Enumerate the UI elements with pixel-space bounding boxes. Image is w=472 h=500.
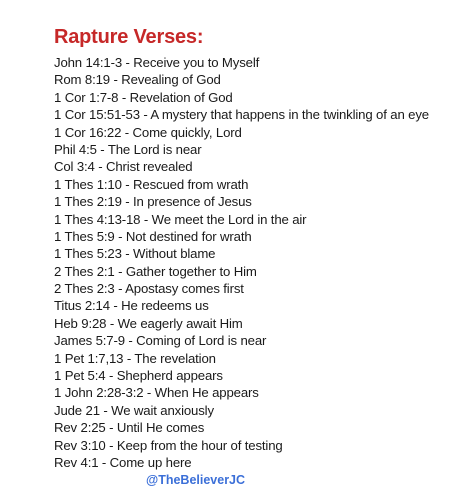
verse-item: Phil 4:5 - The Lord is near bbox=[54, 141, 202, 157]
verse-item: 1 Pet 1:7,13 - The revelation bbox=[54, 350, 216, 366]
verse-item: 1 Thes 4:13-18 - We meet the Lord in the air bbox=[54, 211, 307, 227]
verse-item: 1 Thes 2:19 - In presence of Jesus bbox=[54, 194, 252, 210]
verse-item: 1 Thes 1:10 - Rescued from wrath bbox=[54, 176, 249, 192]
verse-item: 1 Thes 5:23 - Without blame bbox=[54, 246, 216, 262]
verse-list bbox=[54, 54, 429, 471]
verse-item: 2 Thes 2:1 - Gather together to Him bbox=[54, 263, 257, 279]
verse-item: 1 Cor 1:7-8 - Revelation of God bbox=[54, 89, 233, 105]
verse-item: Jude 21 - We wait anxiously bbox=[54, 402, 214, 418]
verse-item: 2 Thes 2:3 - Apostasy comes first bbox=[54, 281, 244, 297]
verse-item: Rev 2:25 - Until He comes bbox=[54, 420, 205, 436]
verse-item: 1 Pet 5:4 - Shepherd appears bbox=[54, 368, 223, 384]
verse-item: Rev 4:1 - Come up here bbox=[54, 454, 192, 470]
verse-item: James 5:7-9 - Coming of Lord is near bbox=[54, 333, 267, 349]
verse-item: 1 John 2:28-3:2 - When He appears bbox=[54, 385, 259, 401]
author-credit: @TheBelieverJC bbox=[146, 473, 246, 487]
verse-item: Col 3:4 - Christ revealed bbox=[54, 159, 193, 175]
verse-item: Heb 9:28 - We eagerly await Him bbox=[54, 315, 243, 331]
verse-item: Rev 3:10 - Keep from the hour of testing bbox=[54, 437, 283, 453]
verse-item: 1 Thes 5:9 - Not destined for wrath bbox=[54, 228, 252, 244]
verse-item: Rom 8:19 - Revealing of God bbox=[54, 72, 221, 88]
verse-item: 1 Cor 15:51-53 - A mystery that happens in the twinkling of an eye bbox=[54, 107, 429, 123]
verse-item: Titus 2:14 - He redeems us bbox=[54, 298, 209, 314]
verse-item: John 14:1-3 - Receive you to Myself bbox=[54, 55, 260, 70]
page-title: Rapture Verses: bbox=[54, 26, 204, 48]
verse-item: 1 Cor 16:22 - Come quickly, Lord bbox=[54, 124, 242, 140]
